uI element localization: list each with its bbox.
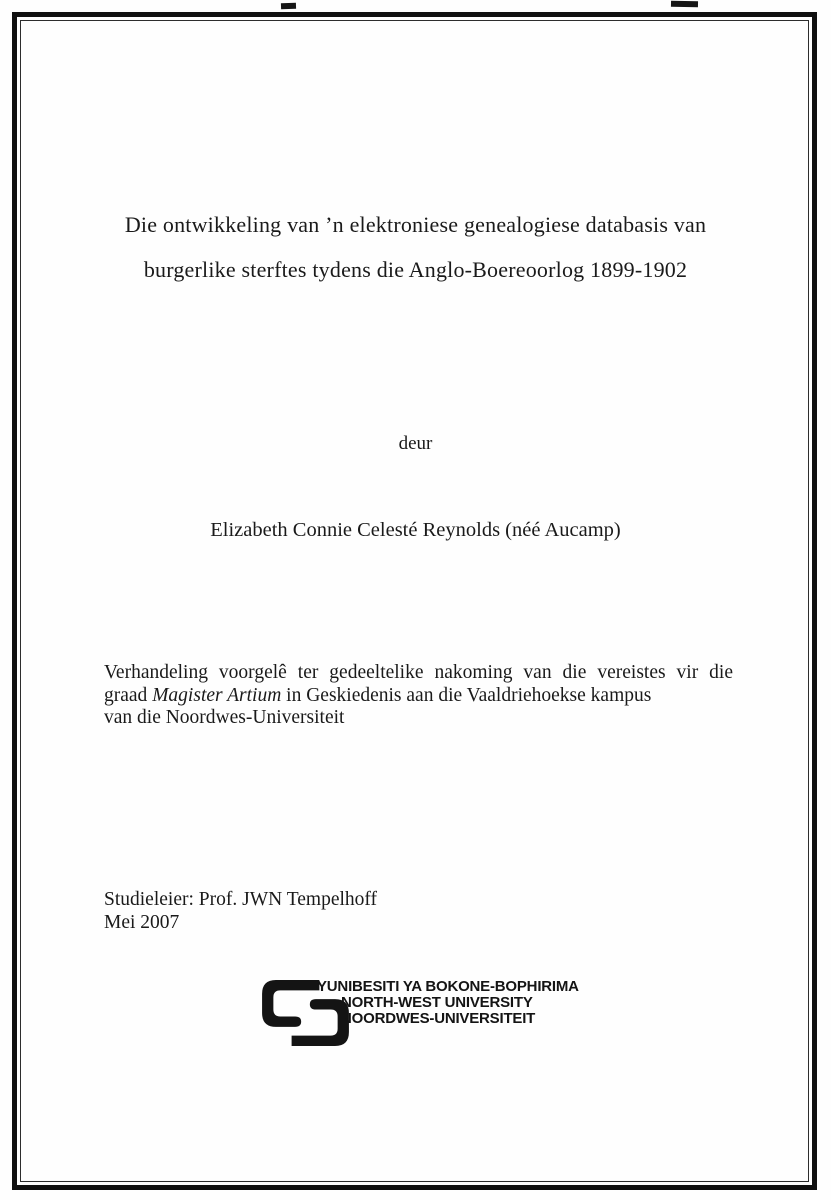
thesis-title-line-2: burgerlike sterftes tydens die Anglo-Boereoorlog 1899-1902 (143, 257, 688, 282)
scan-artifact-mark (671, 1, 698, 7)
university-wordmark (317, 979, 579, 1028)
thesis-title-line-1: Die ontwikkeling van ’n elektroniese genealogiese databasis van (124, 212, 707, 237)
byline-label: deur (398, 433, 433, 454)
supervisor-and-date (104, 888, 377, 934)
statement-line-1: Verhandeling voorgelê ter gedeeltelike nakoming van die vereistes vir die (104, 662, 733, 683)
author-name: Elizabeth Connie Celesté Reynolds (néé Aucamp) (210, 519, 621, 541)
date-line: Mei 2007 (104, 912, 180, 933)
supervisor-line: Studieleier: Prof. JWN Tempelhoff (104, 889, 378, 910)
submission-statement (104, 662, 733, 730)
statement-line-3: van die Noordwes-Universiteit (104, 707, 345, 728)
university-name-afrikaans: NOORDWES-UNIVERSITEIT (341, 1010, 536, 1028)
statement-line-2-post: in Geskiedenis aan die Vaaldriehoekse kampus (281, 684, 652, 706)
thesis-title (60, 202, 771, 292)
university-name-setswana: YUNIBESITI YA BOKONE-BOPHIRIMA (317, 978, 579, 995)
statement-line-2 (104, 685, 733, 708)
statement-line-2-pre: graad (104, 684, 153, 706)
degree-name: Magister Artium (152, 684, 282, 706)
university-name-english: NORTH-WEST UNIVERSITY (341, 994, 533, 1012)
scan-artifact-mark (281, 3, 296, 10)
